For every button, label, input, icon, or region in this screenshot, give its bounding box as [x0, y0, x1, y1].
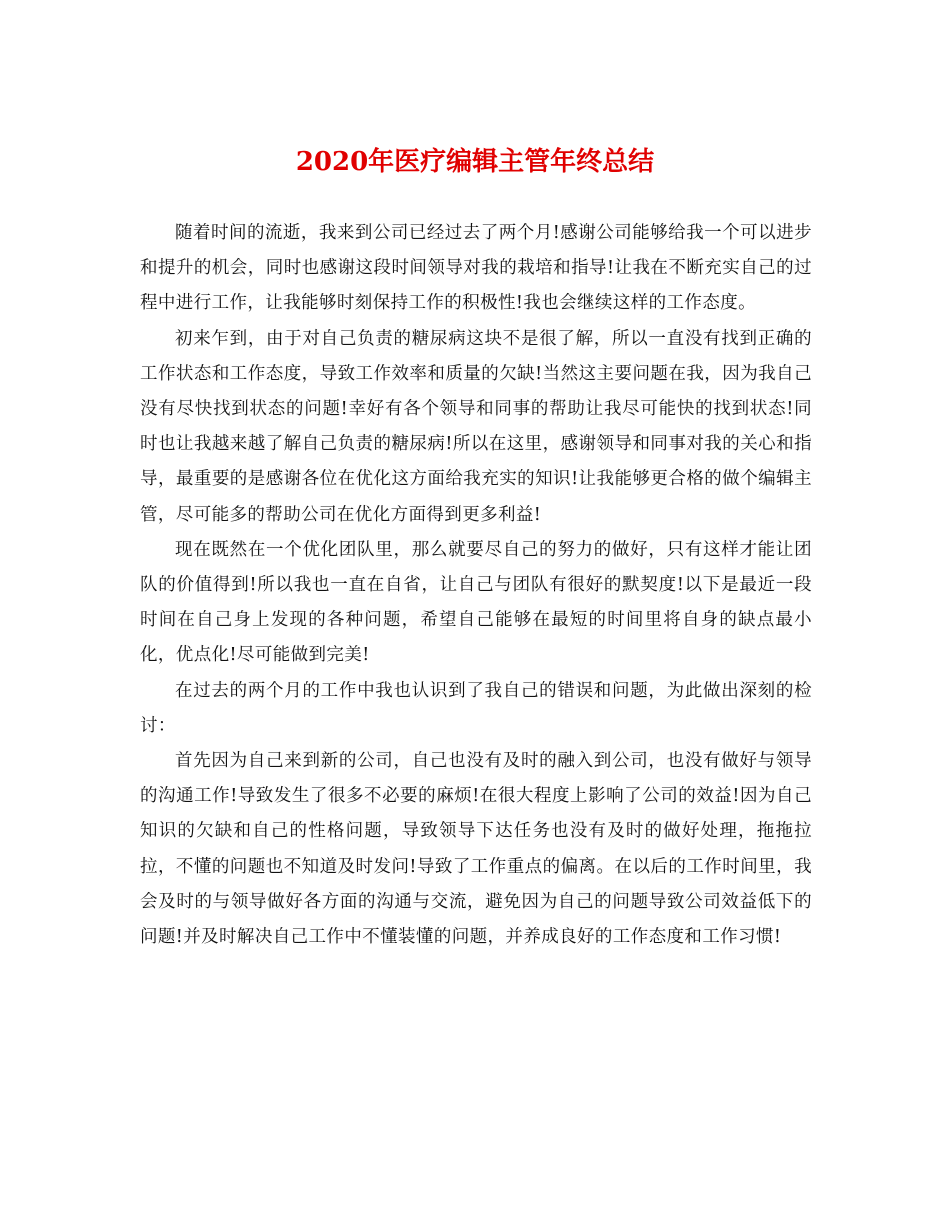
document-title: 2020年医疗编辑主管年终总结	[295, 147, 655, 177]
document-body	[140, 216, 812, 955]
paragraph-1: 随着时间的流逝，我来到公司已经过去了两个月!感谢公司能够给我一个可以进步和提升的机会，同时也感谢这段时间领导对我的栽培和指导!让我在不断充实自己的过程中进行工作，让我能够时刻保持工作的积极性!我也会继续这样的工作态度。	[140, 223, 812, 314]
paragraph-4: 在过去的两个月的工作中我也认识到了我自己的错误和问题，为此做出深刻的检讨：	[140, 680, 812, 736]
paragraph-5: 首先因为自己来到新的公司，自己也没有及时的融入到公司，也没有做好与领导的沟通工作!导致发生了很多不必要的麻烦!在很大程度上影响了公司的效益!因为自己知识的欠缺和自己的性格问题，导致领导下达任务也没有及时的做好处理，拖拖拉拉，不懂的问题也不知道及时发问!导致了工作重点的偏离。在以后的工作时间里，我会及时的与领导做好各方面的沟通与交流，避免因为自己的问题导致公司效益低下的问题!并及时解决自己工作中不懂装懂的问题，并养成良好的工作态度和工作习惯!	[140, 751, 812, 948]
paragraph-3: 现在既然在一个优化团队里，那么就要尽自己的努力的做好，只有这样才能让团队的价值得到!所以我也一直在自省，让自己与团队有很好的默契度!以下是最近一段时间在自己身上发现的各种问题，希望自己能够在最短的时间里将自身的缺点最小化，优点化!尽可能做到完美!	[140, 539, 812, 666]
paragraph-2: 初来乍到，由于对自己负责的糖尿病这块不是很了解，所以一直没有找到正确的工作状态和工作态度，导致工作效率和质量的欠缺!当然这主要问题在我，因为我自己没有尽快找到状态的问题!幸好有各个领导和同事的帮助让我尽可能快的找到状态!同时也让我越来越了解自己负责的糖尿病!所以在这里，感谢领导和同事对我的关心和指导，最重要的是感谢各位在优化这方面给我充实的知识!让我能够更合格的做个编辑主管，尽可能多的帮助公司在优化方面得到更多利益!	[140, 328, 812, 525]
